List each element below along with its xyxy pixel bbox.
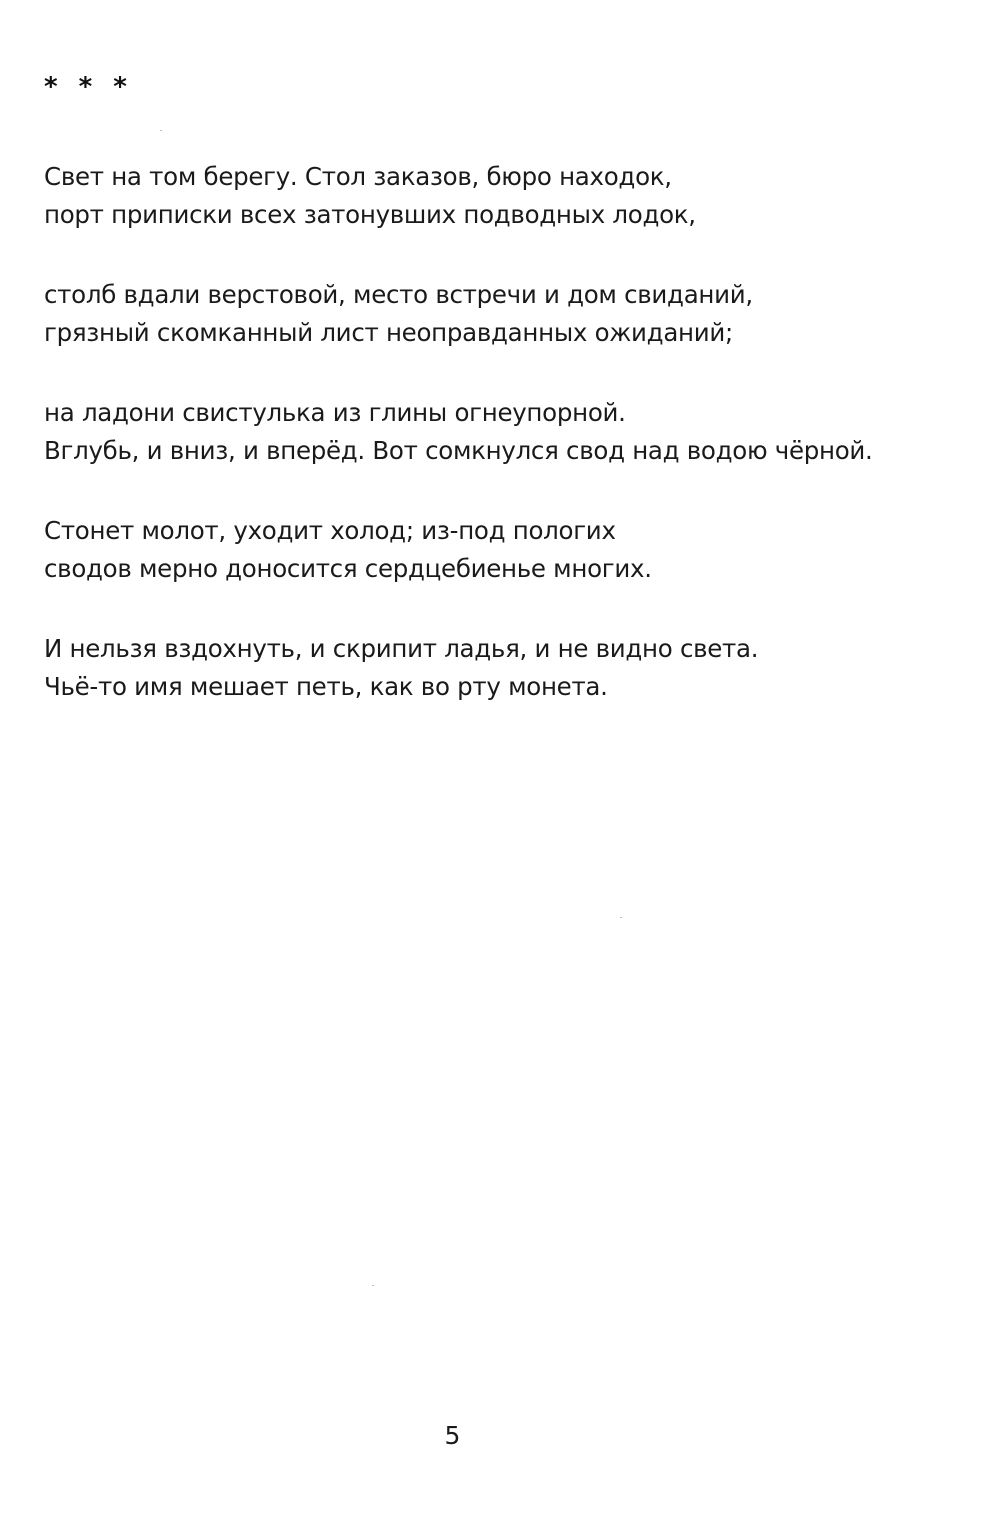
scan-speck [372, 1285, 374, 1286]
poem-line: сводов мерно доносится сердцебиенье многих. [44, 554, 652, 583]
section-ornament: * * * [44, 72, 133, 102]
stanza-2 [44, 276, 944, 352]
scan-speck [620, 917, 622, 918]
poem-line: на ладони свистулька из глины огнеупорной. [44, 398, 626, 427]
poem-line: порт приписки всех затонувших подводных лодок, [44, 200, 696, 229]
stanza-1 [44, 158, 944, 234]
stanza-4 [44, 512, 944, 588]
poem-line: грязный скомканный лист неоправданных ожиданий; [44, 318, 733, 347]
poem-line: Вглубь, и вниз, и вперёд. Вот сомкнулся свод над водою чёрной. [44, 436, 873, 465]
page-number: 5 [444, 1421, 461, 1450]
poem [44, 158, 944, 748]
poem-line: И нельзя вздохнуть, и скрипит ладья, и не видно света. [44, 634, 759, 663]
poem-line: Стонет молот, уходит холод; из-под пологих [44, 516, 616, 545]
poem-line: Чьё-то имя мешает петь, как во рту монета. [44, 672, 608, 701]
poem-line: Свет на том берегу. Стол заказов, бюро находок, [44, 162, 672, 191]
stanza-5 [44, 630, 944, 706]
stanza-3 [44, 394, 944, 470]
scan-speck [160, 130, 162, 131]
poem-line: столб вдали верстовой, место встречи и дом свиданий, [44, 280, 753, 309]
